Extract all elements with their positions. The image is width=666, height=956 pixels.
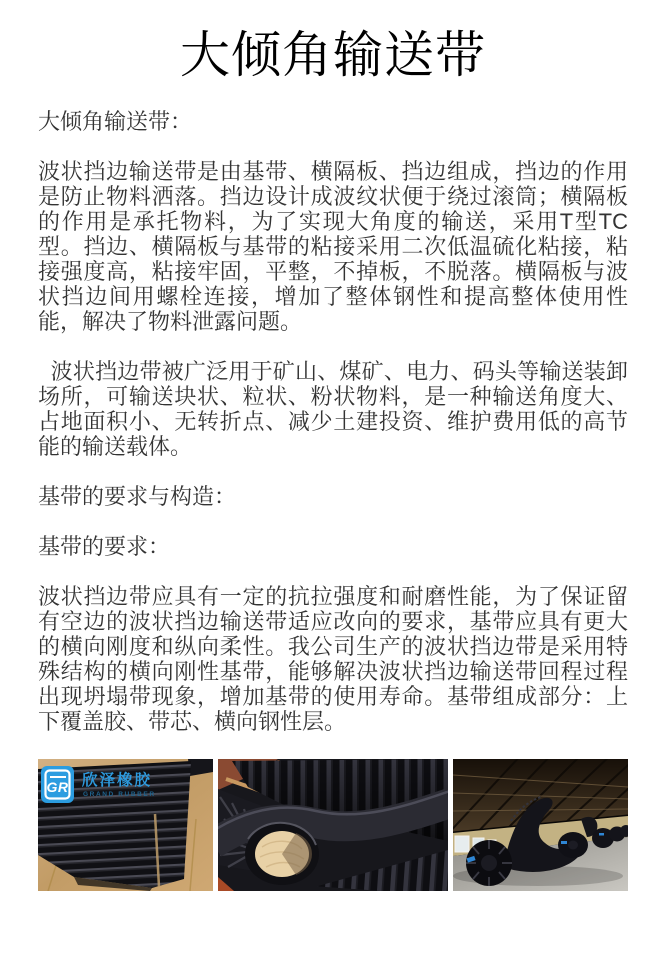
photo-sidewall-sheets-art: [38, 759, 213, 891]
photo-warehouse: [453, 759, 628, 891]
brand-watermark: [41, 766, 156, 803]
intro-label: 大倾角输送带：: [38, 109, 193, 134]
watermark-brand-en: GRAND RUBBER: [83, 791, 156, 798]
watermark-brand-cn: 欣泽橡胶: [82, 772, 153, 789]
paragraph-applications: 波状挡边带被广泛用于矿山、煤矿、电力、码头等输送装卸场所，可输送块状、粒状、粉状物料，是一种输送角度大、占地面积小、无转折点、减少土建投资、维护费用低的高节能的输送载体。: [38, 359, 628, 459]
article: [0, 26, 666, 891]
product-photos: [38, 759, 628, 891]
paragraph-base-belt: 波状挡边带应具有一定的抗拉强度和耐磨性能，为了保证留有空边的波状挡边输送带适应改向的要求，基带应具有更大的横向刚度和纵向柔性。我公司生产的波状挡边带是采用特殊结构的横向刚性基带，能够解决波状挡边输送带回程过程出现坍塌带现象，增加基带的使用寿命。基带组成部分：上下覆盖胶、带芯、横向钢性层。: [38, 584, 628, 734]
photo-belt-loop: [218, 759, 448, 891]
paragraph-structure: 波状挡边输送带是由基带、横隔板、挡边组成，挡边的作用是防止物料洒落。挡边设计成波纹状便于绕过滚筒；横隔板的作用是承托物料，为了实现大角度的输送，采用T型TC型。挡边、横隔板与基带的粘接采用二次低温硫化粘接，粘接强度高，粘接牢固，平整，不掉板，不脱落。横隔板与波状挡边间用螺栓连接，增加了整体钢性和提高整体使用性能，解决了物料泄露问题。: [38, 159, 628, 334]
main-coil: [466, 840, 512, 886]
photo-belt-loop-art: [218, 759, 448, 891]
page-title: 大倾角输送带: [180, 27, 486, 83]
heading-base-belt-requirements-structure: 基带的要求与构造：: [38, 484, 237, 509]
photo-sidewall-sheets: [38, 759, 213, 891]
logo-monogram: GR: [46, 779, 69, 795]
heading-base-belt-requirements: 基带的要求：: [38, 534, 171, 559]
photo-warehouse-art: [453, 759, 628, 891]
